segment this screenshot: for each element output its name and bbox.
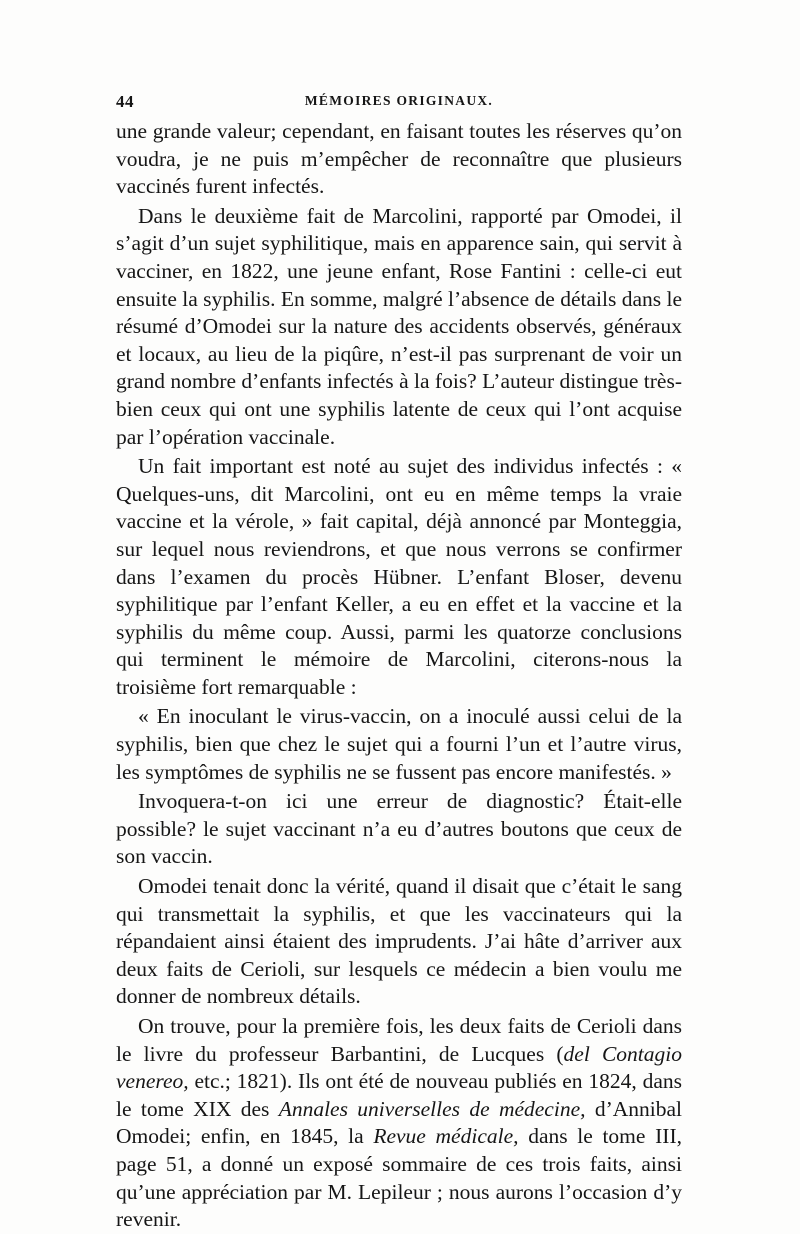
paragraph bbox=[116, 873, 682, 1011]
paragraph-text: Dans le deuxième fait de Marcolini, rapporté par Omodei, il s’agit d’un sujet syphilitique, mais en apparence sain, qui servit à vacciner, en 1822, une jeune enfant, Rose Fantini : celle-ci eut ensuite la syphilis. En somme, malgré l’absence de détails dans le résumé d’Omodei sur la nature des accidents observés, généraux et locaux, au lieu de la piqûre, n’est-il pas surprenant de voir un grand nombre d’enfants infectés à la fois? L’auteur distingue très-bien ceux qui ont une syphilis latente de ceux qui l’ont acquise par l’opération vaccinale. bbox=[116, 203, 683, 449]
book-page bbox=[116, 92, 682, 1234]
italic-title-text: Revue médicale, bbox=[373, 1124, 519, 1149]
page-number: 44 bbox=[116, 92, 134, 111]
paragraph-text: d’Annibal Omodei; enfin, en 1845, la bbox=[116, 1096, 682, 1149]
running-header bbox=[116, 92, 682, 118]
paragraph bbox=[116, 118, 682, 201]
paragraph-text: Omodei tenait donc la vérité, quand il disait que c’était le sang qui transmettait la syphilis, et que les vaccinateurs qui la répandaient ainsi étaient des imprudents. J’ai hâte d’arriver aux deux faits de Cerioli, sur lesquels ce médecin a bien voulu me donner de nombreux détails. bbox=[116, 874, 682, 1009]
italic-title-text: del Contagio venereo, bbox=[116, 1041, 682, 1094]
running-title: MÉMOIRES ORIGINAUX. bbox=[304, 93, 494, 108]
paragraph-text: Invoquera-t-on ici une erreur de diagnostic? Était-elle possible? le sujet vaccinant n’a eu d’autres boutons que ceux de son vaccin. bbox=[116, 789, 682, 869]
paragraph-text: On trouve, pour la première fois, les deux faits de Cerioli dans le livre du professeur Barbantini, de Lucques ( bbox=[116, 1014, 682, 1066]
paragraph-text: une grande valeur; cependant, en faisant toutes les réserves qu’on voudra, je ne puis m’empêcher de reconnaître que plusieurs vaccinés furent infectés. bbox=[116, 119, 682, 199]
body-text bbox=[116, 118, 682, 1234]
paragraph-text: etc.; 1821). Ils ont été de nouveau publiés en 1824, dans le tome XIX des bbox=[116, 1069, 682, 1121]
paragraph bbox=[116, 1013, 682, 1234]
paragraph bbox=[116, 203, 682, 451]
paragraph bbox=[116, 453, 682, 701]
paragraph-text: Un fait important est noté au sujet des individus infectés : « Quelques-uns, dit Marcolini, ont eu en même temps la vraie vaccine et la vérole, » fait capital, déjà annoncé par Monteggia, sur lequel nous reviendrons, et que nous verrons se confirmer dans l’examen du procès Hübner. L’enfant Bloser, devenu syphilitique par l’enfant Keller, a eu en effet et la vaccine et la syphilis du même coup. Aussi, parmi les quatorze conclusions qui terminent le mémoire de Marcolini, citerons-nous la troisième fort remarquable : bbox=[116, 454, 682, 699]
italic-title-text: Annales universelles de médecine, bbox=[278, 1096, 586, 1121]
paragraph-text: « En inoculant le virus-vaccin, on a inoculé aussi celui de la syphilis, bien que chez le sujet qui a fourni l’un et l’autre virus, les symptômes de syphilis ne se fussent pas encore manifestés. » bbox=[116, 704, 682, 784]
paragraph-text: dans le tome III, page 51, a donné un exposé sommaire de ces trois faits, ainsi qu’une appréciation par M. Lepileur ; nous aurons l’occasion d’y revenir. bbox=[116, 1124, 682, 1232]
paragraph bbox=[116, 703, 682, 786]
paragraph bbox=[116, 788, 682, 871]
